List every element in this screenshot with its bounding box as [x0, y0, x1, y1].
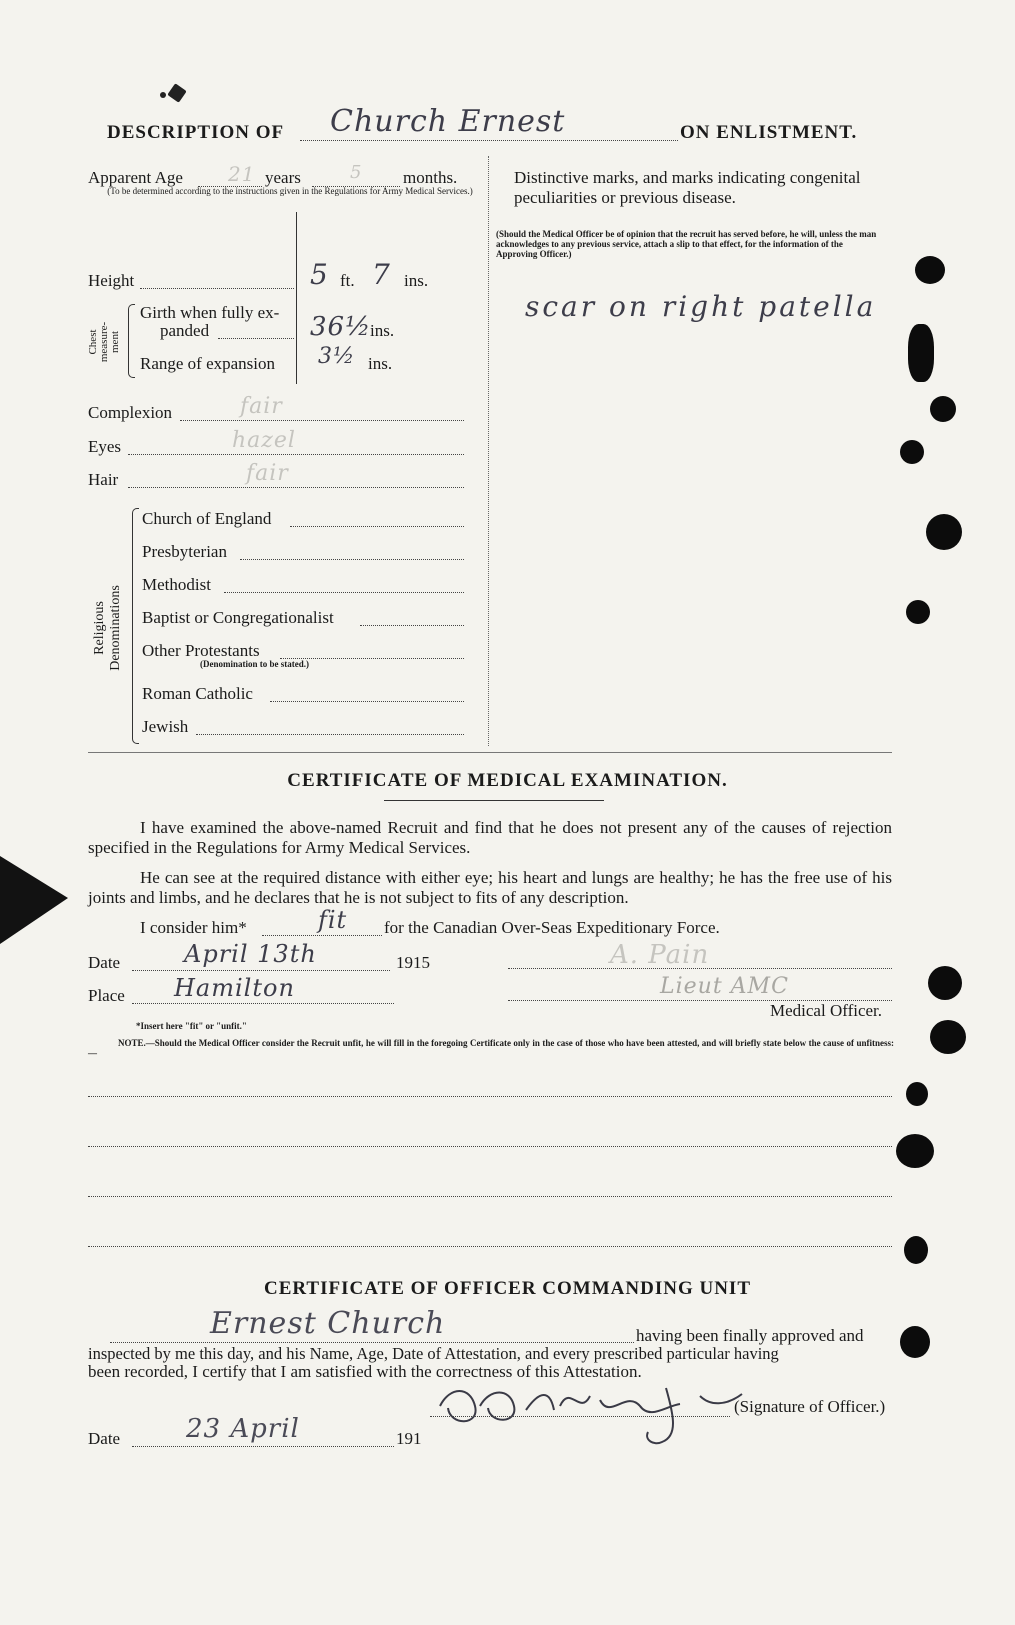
- religion-item: Methodist: [142, 575, 211, 594]
- medical-para-2: He can see at the required distance with either eye; his heart and lungs are healthy; he has the free use of his joints and limbs, and he declares that he is not subject to fits of any description.: [88, 868, 892, 907]
- religion-line: [196, 734, 464, 735]
- binder-hole: [926, 514, 962, 550]
- complexion-label: Complexion: [88, 403, 173, 422]
- header-prefix: DESCRIPTION OF: [107, 122, 285, 143]
- binder-clip: [0, 856, 70, 946]
- unfit-line: [88, 1196, 892, 1197]
- unfit-line: [88, 1096, 892, 1097]
- marks-heading: Distinctive marks, and marks indicating congenital peculiarities or previous disease.: [514, 168, 861, 207]
- denom-note: (Denomination to be stated.): [200, 659, 309, 669]
- height-label: Height: [88, 271, 135, 290]
- height-in-value: 7: [372, 258, 391, 291]
- ft-label: ft.: [340, 271, 355, 290]
- chest-label-text: Chest measure-ment: [87, 321, 121, 363]
- officer-signature-line: [508, 968, 892, 969]
- eyes-label: Eyes: [88, 437, 122, 456]
- complexion-value: fair: [240, 394, 283, 419]
- hair-line: [128, 487, 464, 488]
- officer-signature: A. Pain: [610, 940, 710, 970]
- religion-line: [224, 592, 464, 593]
- religion-brace: [132, 508, 139, 744]
- girth-line: [218, 338, 294, 339]
- date-value: April 13th: [184, 940, 317, 968]
- commanding-date-line: [132, 1446, 394, 1447]
- religion-item: Other Protestants: [142, 641, 260, 660]
- consider-value: fit: [318, 906, 348, 934]
- place-line: [132, 1003, 394, 1004]
- binder-hole: [930, 1020, 966, 1054]
- unfit-line: [88, 1146, 892, 1147]
- unfit-note: NOTE.—Should the Medical Officer consider the Recruit unfit, he will fill in the foregoing Certificate only in the case of those who have been attested, and will briefly state below the cause of unfitness:—: [88, 1038, 894, 1058]
- section-rule: [88, 752, 892, 753]
- signature-line: [430, 1416, 730, 1417]
- binder-hole: [900, 1326, 930, 1358]
- marks-note: (Should the Medical Officer be of opinion that the recruit has served before, he will, unless the man acknowledges to any previous service, attach a slip to that effect, for the information of the Approving Officer.): [496, 229, 877, 259]
- commanding-date-label: Date: [88, 1429, 121, 1448]
- stray-mark: [167, 83, 186, 102]
- recruit-name: Ernest Church: [210, 1306, 446, 1341]
- binder-hole: [908, 324, 934, 382]
- binder-hole: [906, 600, 930, 624]
- binder-hole: [900, 440, 924, 464]
- range-value: 3½: [318, 344, 356, 369]
- religion-label-text: Religious Denominations: [92, 585, 123, 671]
- date-line: [132, 970, 390, 971]
- binder-hole: [904, 1236, 928, 1264]
- commanding-para-1: having been finally approved and: [636, 1326, 864, 1345]
- commanding-para-2: inspected by me this day, and his Name, Age, Date of Attestation, and every prescribed particular having: [88, 1344, 779, 1363]
- officer-signature-scrawl: [430, 1376, 770, 1446]
- year-label: 1915: [396, 953, 430, 972]
- commanding-date-value: 23 April: [186, 1414, 300, 1444]
- range-label: Range of expansion: [140, 354, 276, 373]
- religion-line: [240, 559, 464, 560]
- officer-rank: Lieut AMC: [660, 974, 789, 999]
- religion-item: Jewish: [142, 717, 189, 736]
- consider-label: I consider him*: [140, 918, 247, 937]
- binder-hole: [896, 1134, 934, 1168]
- age-years-value: 21: [228, 162, 256, 186]
- consider-line: [262, 935, 382, 936]
- recruit-name-line: [110, 1342, 634, 1343]
- religion-line: [290, 526, 464, 527]
- unfit-line: [88, 1246, 892, 1247]
- complexion-line: [180, 420, 464, 421]
- chest-brace: [128, 304, 135, 378]
- girth-label-2: panded: [160, 321, 210, 340]
- religion-item: Baptist or Congregationalist: [142, 608, 334, 627]
- stray-mark: [160, 92, 166, 98]
- commanding-title: CERTIFICATE OF OFFICER COMMANDING UNIT: [263, 1278, 751, 1299]
- marks-value: scar on right patella: [525, 290, 877, 323]
- religion-line: [270, 701, 464, 702]
- header-name: Church Ernest: [330, 104, 566, 139]
- girth-ins-label: ins.: [370, 321, 395, 340]
- binder-hole: [906, 1082, 928, 1106]
- range-ins-label: ins.: [368, 354, 393, 373]
- months-label: months.: [403, 168, 458, 187]
- height-line: [140, 288, 294, 289]
- ins-label: ins.: [404, 271, 429, 290]
- religion-line: [360, 625, 464, 626]
- years-label: years: [265, 168, 301, 187]
- measure-divider: [296, 212, 297, 384]
- height-ft-value: 5: [310, 258, 329, 291]
- force-label: for the Canadian Over-Seas Expeditionary Force.: [384, 918, 720, 937]
- date-label: Date: [88, 953, 121, 972]
- medical-title-rule: [384, 800, 604, 801]
- medical-title: CERTIFICATE OF MEDICAL EXAMINATION.: [287, 770, 728, 791]
- hair-value: fair: [246, 461, 289, 486]
- religion-item: Church of England: [142, 509, 272, 528]
- binder-hole: [930, 396, 956, 422]
- age-note: (To be determined according to the instructions given in the Regulations for Army Medical Services.): [107, 186, 473, 196]
- age-months-value: 5: [350, 162, 363, 183]
- girth-label-1: Girth when fully ex-: [140, 303, 280, 322]
- binder-hole: [928, 966, 962, 1000]
- eyes-value: hazel: [232, 428, 296, 453]
- insert-note: *Insert here "fit" or "unfit.": [136, 1021, 247, 1031]
- column-divider: [488, 156, 489, 746]
- place-label: Place: [88, 986, 125, 1005]
- girth-value: 36½: [310, 312, 372, 342]
- header-suffix: ON ENLISTMENT.: [680, 122, 858, 143]
- place-value: Hamilton: [174, 974, 295, 1002]
- header-dotted-line: [300, 140, 678, 141]
- chest-label: [88, 312, 121, 372]
- religion-item: Roman Catholic: [142, 684, 253, 703]
- commanding-year-label: 191: [396, 1429, 422, 1448]
- eyes-line: [128, 454, 464, 455]
- age-label: Apparent Age: [88, 168, 183, 187]
- religion-item: Presbyterian: [142, 542, 227, 561]
- medical-para-1: I have examined the above-named Recruit and find that he does not present any of the causes of rejection specified in the Regulations for Army Medical Services.: [88, 818, 892, 857]
- religion-label: [92, 560, 124, 690]
- hair-label: Hair: [88, 470, 119, 489]
- commanding-para-3: been recorded, I certify that I am satisfied with the correctness of this Attestation.: [88, 1362, 642, 1381]
- binder-hole: [915, 256, 945, 284]
- signature-label: (Signature of Officer.): [734, 1397, 886, 1416]
- officer-label: Medical Officer.: [770, 1001, 883, 1020]
